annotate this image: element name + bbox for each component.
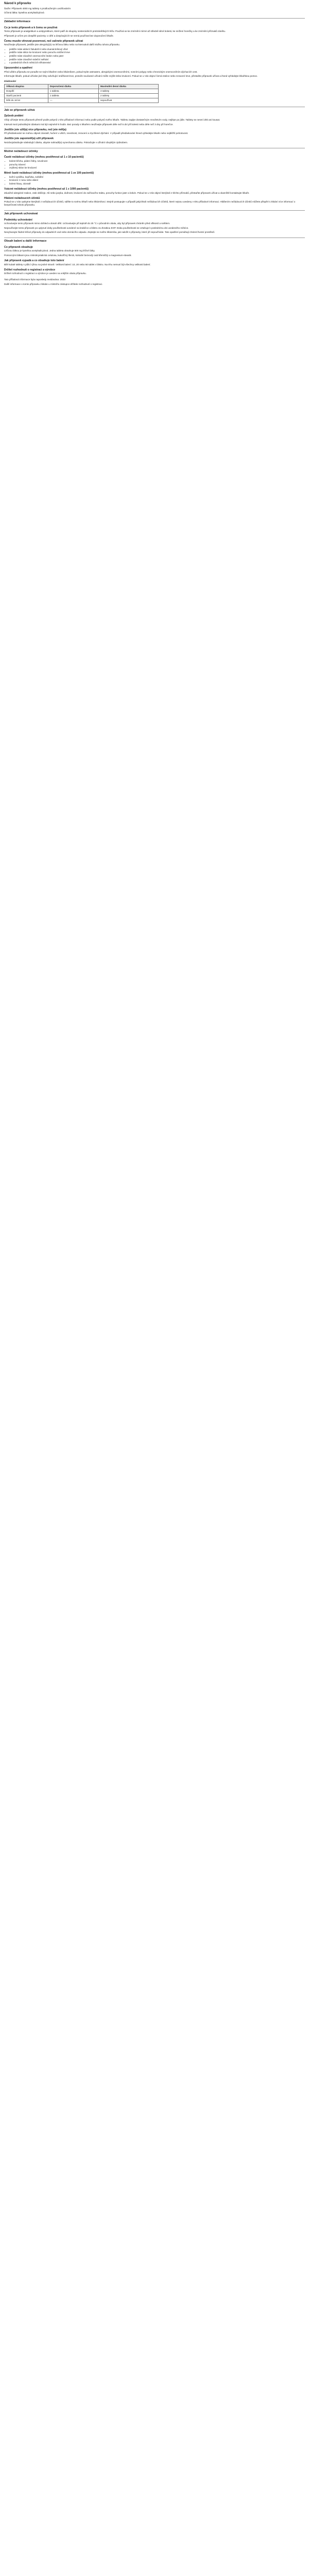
list-item: • jestliže máte závažné onemocnění ledvin nebo jater <box>9 55 305 58</box>
section <box>4 218 305 234</box>
list-item: • poruchy trávení <box>9 163 305 166</box>
table-header-cell: Maximální denní dávka <box>98 84 158 89</box>
table-cell: nepoužívat <box>98 98 158 103</box>
table-row <box>5 98 159 103</box>
dosage-table-block <box>4 80 305 103</box>
paragraph: Bílé kulaté tablety s půlicí rýhou na jedné straně. Velikost balení: 10, 20 nebo 50 tablet v blistru. Na trhu nemusí být všechny velikosti balení. <box>4 263 151 266</box>
list-item: • v posledních třech měsících těhotenství <box>9 61 305 64</box>
paragraph: Při předávkování se mohou objevit závratě, hučení v uších, nevolnost, zvracení a zrychlené dýchání. V případě předávkování ihned vyhledejte lékaře nebo nejbližší pohotovost. <box>4 132 188 135</box>
table-cell: Dospělí <box>5 89 48 94</box>
section-title: Co je tento přípravek a k čemu se používá <box>4 26 58 29</box>
table-row <box>5 94 159 98</box>
footer <box>4 278 305 285</box>
section-title: Co přípravek obsahuje <box>4 245 33 249</box>
section-title: Hlášení nežádoucích účinků <box>4 196 40 200</box>
part-heading: Možné nežádoucí účinky <box>4 148 305 154</box>
section-title: Způsob podání <box>4 114 24 118</box>
section <box>4 114 305 126</box>
part-heading: Jak se přípravek užívá <box>4 107 305 112</box>
contact-note: Další informace o tomto přípravku získáte u místního zástupce držitele rozhodnutí o registraci. <box>4 282 103 285</box>
list-item: • jestliže máte závažné srdeční selhání <box>9 58 305 61</box>
paragraph: Interval mezi jednotlivými dávkami má být nejméně 8 hodin. Bez porady s lékařem neužívejte přípravek déle než 5 dní při bolesti nebo déle než 3 dny při horečce. <box>4 123 174 126</box>
table-header-cell: Doporučená dávka <box>48 84 98 89</box>
section-title: Držitel rozhodnutí o registraci a výrobce <box>4 268 56 272</box>
part-side-effects <box>4 148 305 207</box>
dosage-table-title: Dávkování <box>4 80 16 83</box>
list-item: • jestliže máte sklon ke krvácení nebo poruchu srážení krve <box>9 51 305 54</box>
document-title: Návod k přípravku <box>4 2 31 5</box>
table-cell: 3 tablety <box>98 89 158 94</box>
paragraph: Nepoužívejte tento přípravek po uplynutí doby použitelnosti uvedené na krabičce a blistru za zkratkou EXP. Doba použitelnosti se vztahuje k poslednímu dni uvedeného měsíce. <box>4 226 189 229</box>
list-item: • jestliže máte aktivní žaludeční nebo dvanáctníkový vřed <box>9 48 305 51</box>
paragraph: Nevyhazujte žádné léčivé přípravky do odpadních vod nebo domácího odpadu. Zeptejte se svého lékárníka, jak naložit s přípravky, které již nepoužíváte. Tato opatření pomáhají chránit životní prostředí. <box>4 231 215 234</box>
part-storage <box>4 210 305 234</box>
table-cell: 1 tableta <box>48 89 98 94</box>
part-package-info <box>4 238 305 275</box>
part-basic-info <box>4 18 305 78</box>
table-cell: Děti do 16 let <box>5 98 48 103</box>
intro-line: Šarže: Přípravek 4000 mg tablety s prodlouženým uvolňováním <box>4 7 71 10</box>
paragraph: Pokud se u Vás vyskytne kterýkoli z nežádoucích účinků, sdělte to svému lékaři nebo lékárníkovi. Stejně postupujte v případě jakýchkoli nežádoucích účinků, které nejsou uvedeny v této příbalové informaci. Hlášením nežádoucích účinků můžete přispět k získání více informací o bezpečnosti tohoto přípravku. <box>4 200 296 207</box>
dosage-table <box>4 84 159 103</box>
section <box>4 188 305 195</box>
section-title: Upozornění a opatření <box>4 66 32 70</box>
table-header-cell: Věková skupina <box>5 84 48 89</box>
paragraph: Uchovávejte tento přípravek mimo dohled a dosah dětí. Uchovávejte při teplotě do 25 °C v původním obalu, aby byl přípravek chráněn před vlhkostí a světlem. <box>4 222 170 225</box>
table-header-row <box>5 84 159 89</box>
table-row <box>5 89 159 94</box>
table-cell: 2 tablety <box>98 94 158 98</box>
revision-note: Tato příbalová informace byla naposledy revidována: 2023 <box>4 278 65 281</box>
part-heading: Základní informace <box>4 18 305 24</box>
section <box>4 40 305 64</box>
section <box>4 137 305 144</box>
section <box>4 156 305 170</box>
section-title: Čemu musíte věnovat pozornost, než začnete přípravek užívat <box>4 39 83 43</box>
paragraph: Pomocnými látkami jsou mikrokrystalická celulosa, kukuřičný škrob, koloidní bezvodý oxid křemičitý a magnesium-stearát. <box>4 253 132 257</box>
section <box>4 246 305 257</box>
section-title: Časté nežádoucí účinky (mohou postihnout až 1 z 10 pacientů) <box>4 156 84 159</box>
section <box>4 128 305 135</box>
section-title: Podmínky uchovávání <box>4 218 32 222</box>
paragraph: Vždy užívejte tento přípravek přesně podle pokynů v této příbalové informaci nebo podle pokynů svého lékaře. Tabletu zapijte dostatečným množstvím vody, nejlépe po jídle. Tablety se nesmí drtit ani kousat. <box>4 118 220 122</box>
part-heading: Jak přípravek uchovávat <box>4 210 305 216</box>
section-title: Méně časté nežádoucí účinky (mohou postihnout až 1 ze 100 pacientů) <box>4 172 94 175</box>
section-title: Jestliže jste užil(a) více přípravku, než jste měl(a) <box>4 128 66 131</box>
paragraph: Před užitím přípravku se poraďte se svým lékařem nebo lékárníkem, pokud trpíte astmatem, alergickými onemocněními, nosními polypy nebo chronickým onemocněním dýchacích cest. <box>4 70 198 73</box>
paragraph: Závažné alergické reakce, otok obličeje, rtů nebo jazyka, dušnost, krvácení do zažívacího traktu, poruchy funkce jater a ledvin. Pokud se u Vás objeví kterýkoli z těchto příznaků, přestaňte přípravek užívat a okamžitě kontaktujte lékaře. <box>4 191 250 194</box>
paragraph: Tento přípravek je analgetikum a antipyretikum, které patří do skupiny nesteroidních protizánětlivých léčiv. Používá se ke zmírnění mírné až středně silné bolesti, ke snížení horečky a ke zmírnění příznaků zánětu. <box>4 30 226 33</box>
section-title: Jak přípravek vypadá a co obsahuje toto balení <box>4 259 64 262</box>
table-cell: — <box>48 98 98 103</box>
list-item: • zvýšený sklon ke krvácení <box>9 166 305 170</box>
part-usage <box>4 107 305 144</box>
section <box>4 66 305 78</box>
list-item: • kožní vyrážka, kopřivka, svědění <box>9 176 305 179</box>
paragraph: Přípravek je určen pro dospělé pacienty. U dětí a dospívajících se nemá používat bez doporučení lékaře. <box>4 34 114 37</box>
section <box>4 197 305 207</box>
section-title: Jestliže jste zapomněl(a) užít přípravek <box>4 137 54 141</box>
section-title: Vzácné nežádoucí účinky (mohou postihnout až 1 z 1000 pacientů) <box>4 188 89 191</box>
paragraph: Držitel rozhodnutí o registraci a výrobce je uveden na vnějším obalu přípravku. <box>4 272 87 275</box>
section <box>4 172 305 185</box>
list-item: • bolest břicha, pálení žáhy, nevolnost <box>9 160 305 163</box>
section <box>4 259 305 266</box>
section <box>4 268 305 276</box>
bullet-list <box>4 160 305 170</box>
section <box>4 26 305 38</box>
list-item: • krvácení z nosu nebo dásní <box>9 179 305 182</box>
paragraph: Léčivou látkou je kyselina acetylsalicylová. Jedna tableta obsahuje 500 mg léčivé látky. <box>4 249 95 252</box>
intro-line: Účinná látka: kyselina acetylsalicylová <box>4 11 44 14</box>
document <box>0 0 309 286</box>
paragraph: Nezdvojnásobujte následující dávku, abyste nahradil(a) vynechanou dávku. Pokračujte v užívání obvyklým způsobem. <box>4 141 128 144</box>
bullet-list <box>4 176 305 185</box>
bullet-list <box>4 48 305 64</box>
part-heading: Obsah balení a další informace <box>4 238 305 243</box>
table-cell: 1 tableta <box>48 94 98 98</box>
paragraph: Informujte lékaře, pokud užíváte jiné léky ovlivňující srážlivost krve, protože současné užívání může zvýšit riziko krvácení. Pokud se u Vás objeví černá stolice nebo zvracení krve, přestaňte přípravek užívat a ihned vyhledejte lékařskou pomoc. <box>4 75 258 78</box>
paragraph: Neužívejte přípravek, jestliže jste alergický(á) na léčivou látku nebo na kteroukoli další složku tohoto přípravku. <box>4 43 120 46</box>
table-cell: Starší pacienti <box>5 94 48 98</box>
list-item: • bolest hlavy, závratě <box>9 182 305 185</box>
